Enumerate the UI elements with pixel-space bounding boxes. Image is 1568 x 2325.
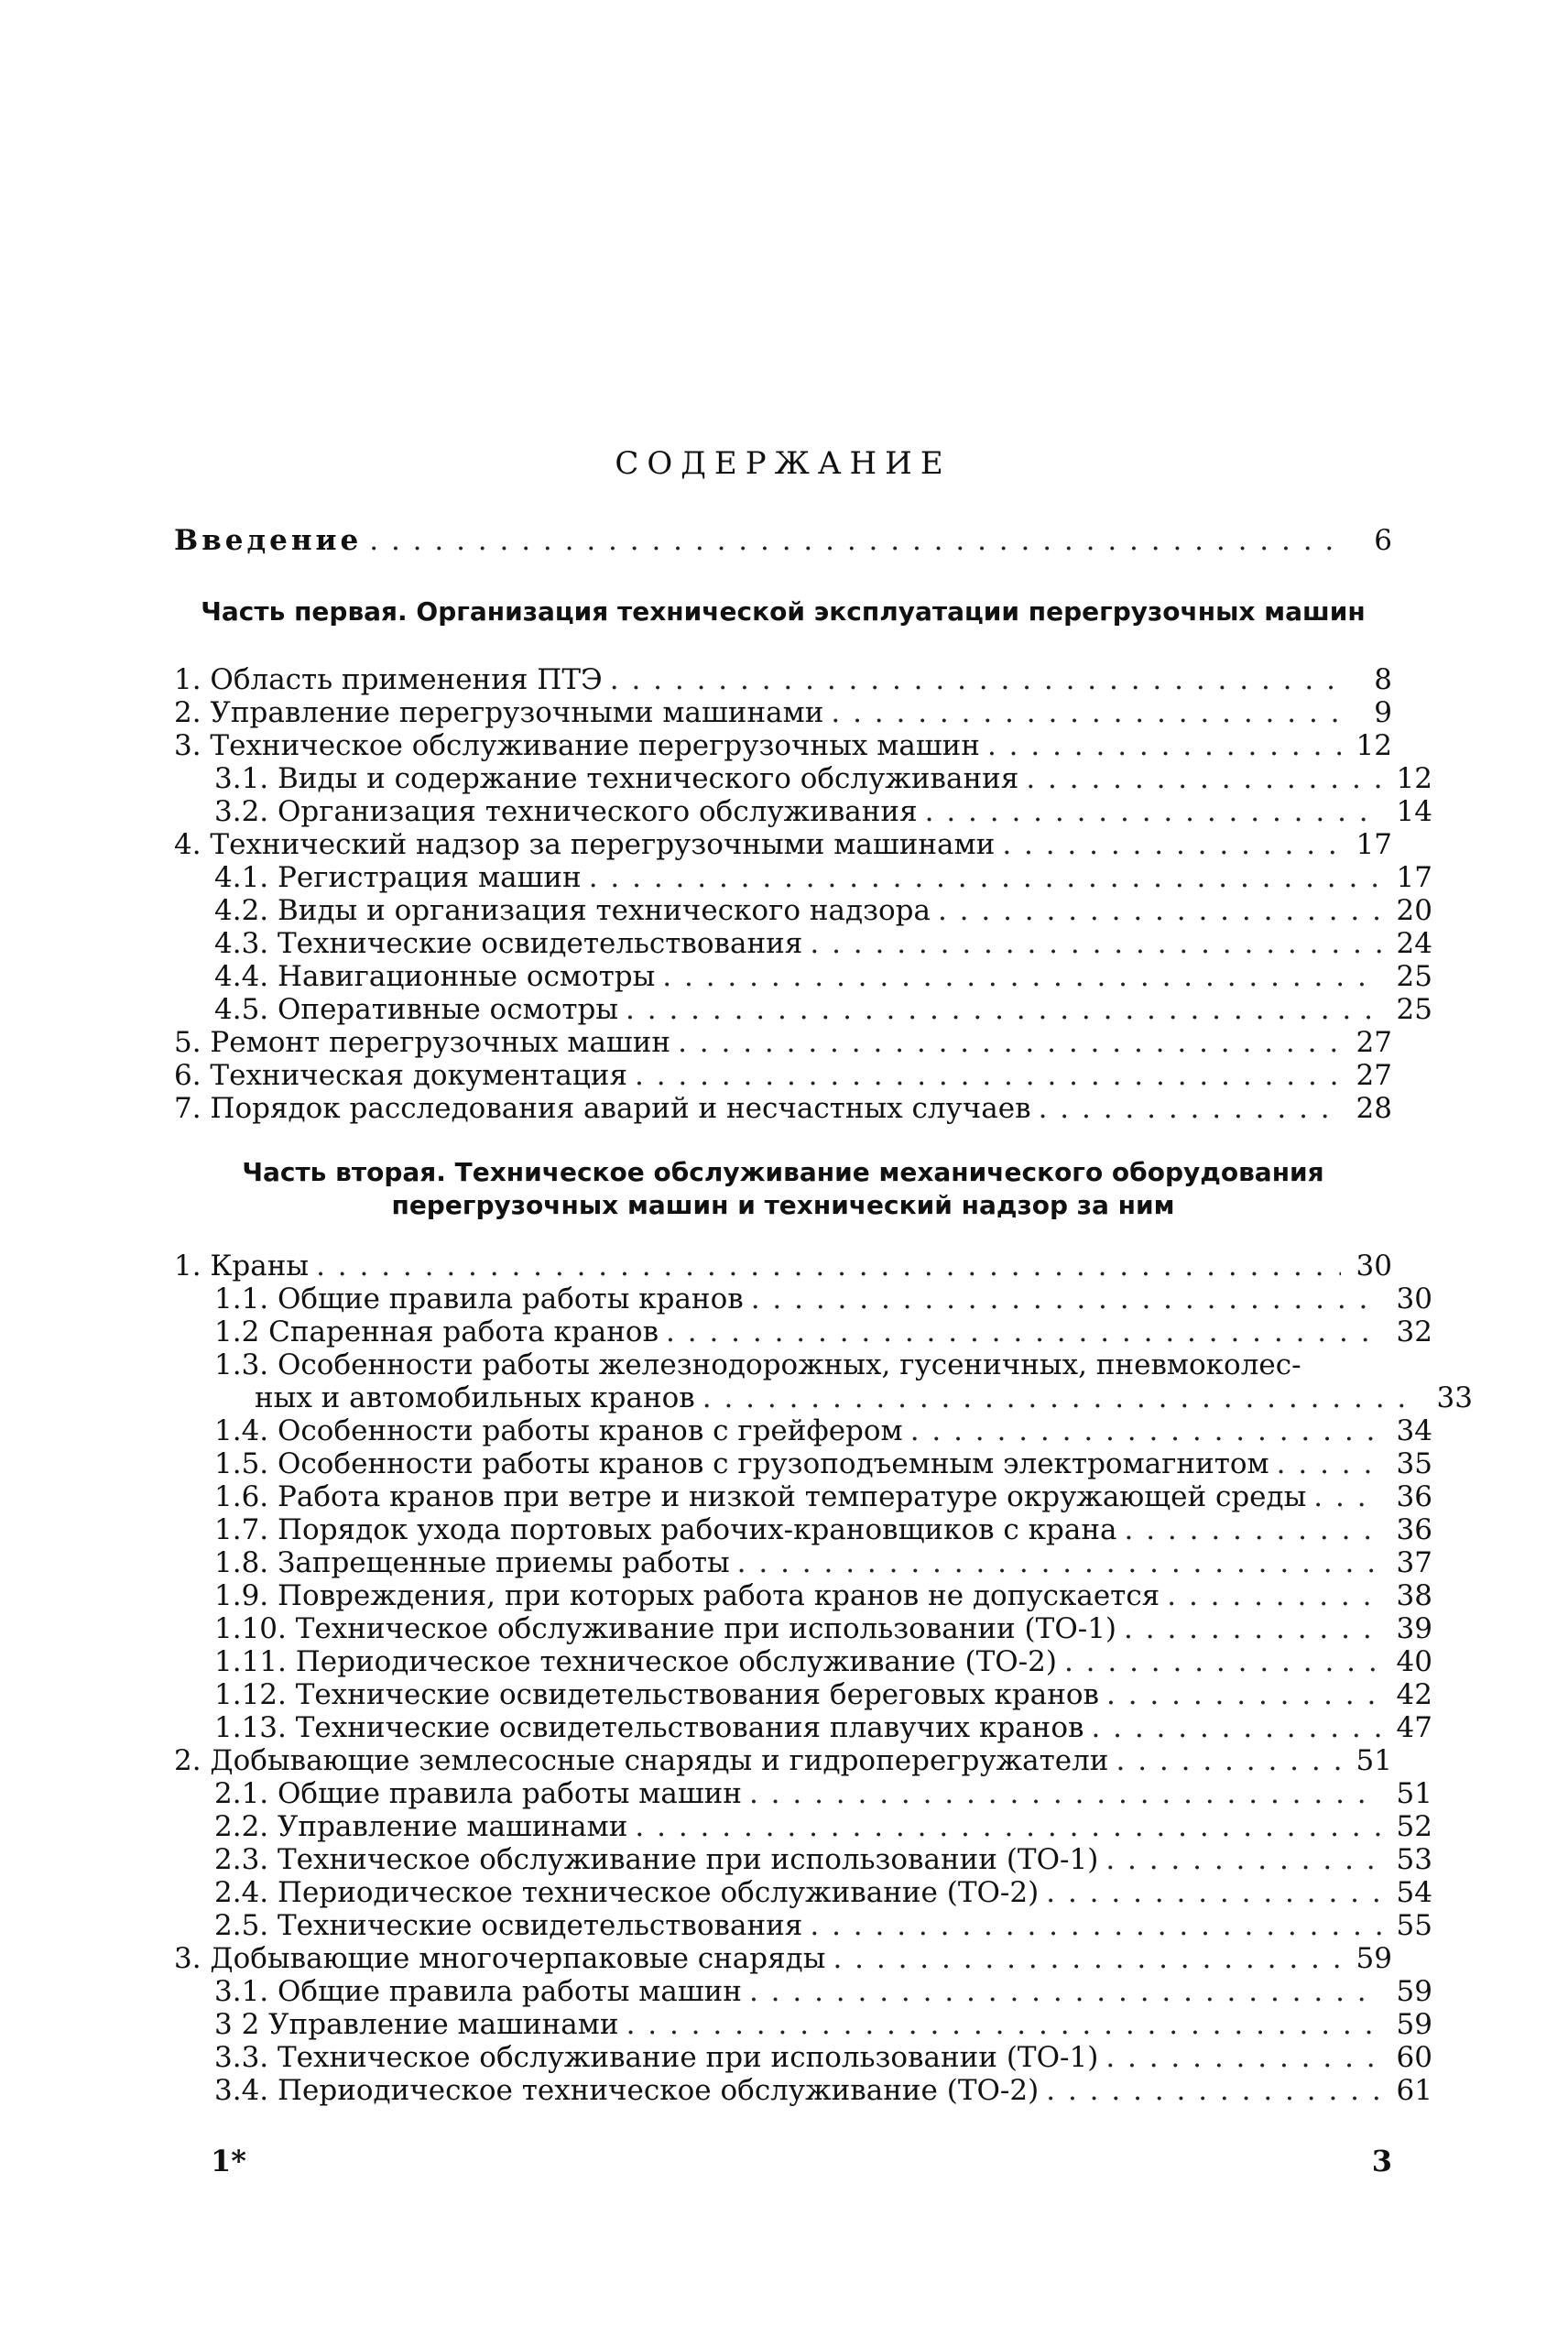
toc-entry-label: 4.5. Оперативные осмотры	[214, 993, 619, 1026]
toc-entry-label: 1.13. Технические освидетельствования плавучих кранов	[214, 1711, 1084, 1744]
toc-entry-page: 51	[1356, 1744, 1392, 1777]
toc-entry-label: 1.2 Спаренная работа кранов	[214, 1315, 659, 1348]
leader-dots	[1026, 762, 1381, 795]
toc-entry-page: 39	[1396, 1612, 1432, 1645]
toc-entry[interactable]	[174, 1579, 1432, 1612]
toc-entry[interactable]	[174, 993, 1432, 1026]
leader-dots	[666, 1315, 1381, 1348]
leader-dots	[749, 1777, 1381, 1810]
toc-entry[interactable]	[174, 1810, 1432, 1843]
toc-entry-label: 2.3. Техническое обслуживание при использовании (ТО-1)	[214, 1843, 1099, 1876]
toc-entry[interactable]	[174, 960, 1432, 993]
toc-entry-page: 33	[1436, 1381, 1473, 1414]
toc-entry[interactable]	[174, 2008, 1432, 2041]
toc-entry-label: 1.6. Работа кранов при ветре и низкой температуре окружающей среды	[214, 1480, 1307, 1513]
leader-dots	[635, 1059, 1341, 1092]
toc-entry-page: 37	[1396, 1546, 1432, 1579]
toc-entry[interactable]	[174, 1026, 1392, 1059]
leader-dots	[1124, 1513, 1381, 1546]
toc-entry-label: 4.3. Технические освидетельствования	[214, 927, 803, 960]
toc-entry-label: 3.2. Организация технического обслуживания	[214, 795, 918, 828]
toc-entry-page: 9	[1374, 696, 1392, 729]
toc-entry-page: 59	[1396, 2008, 1432, 2041]
leader-dots	[910, 1414, 1381, 1447]
toc-entry[interactable]	[174, 1513, 1432, 1546]
toc-entry[interactable]	[174, 894, 1432, 927]
leader-dots	[737, 1546, 1381, 1579]
toc-entry-label: 3.1. Виды и содержание технического обслуживания	[214, 762, 1019, 795]
toc-entry-label: 5. Ремонт перегрузочных машин	[174, 1026, 671, 1059]
toc-entry-page: 24	[1396, 927, 1432, 960]
toc-entry-label: 1.10. Техническое обслуживание при использовании (ТО-1)	[214, 1612, 1117, 1645]
toc-entry[interactable]	[174, 1414, 1432, 1447]
toc-entry[interactable]	[174, 1678, 1432, 1711]
leader-dots	[678, 1026, 1341, 1059]
toc-entry-page: 60	[1396, 2041, 1432, 2074]
toc-entry[interactable]	[174, 1315, 1432, 1348]
toc-entry-page: 27	[1356, 1059, 1392, 1092]
toc-entry-label: 2.2. Управление машинами	[214, 1810, 628, 1843]
toc-entry-label: 2.1. Общие правила работы машин	[214, 1777, 742, 1810]
toc-entry[interactable]	[174, 696, 1392, 729]
toc-entry-page: 28	[1356, 1092, 1392, 1125]
toc-entry-page: 54	[1396, 1876, 1432, 1909]
toc-entry-label: 1.9. Повреждения, при которых работа кранов не допускается	[214, 1579, 1160, 1612]
leader-dots	[662, 960, 1381, 993]
part-two-heading-line1: Часть вторая. Техническое обслуживание механического оборудования	[242, 1157, 1324, 1187]
toc-entry[interactable]	[174, 2041, 1432, 2074]
toc-entry-page: 36	[1396, 1480, 1432, 1513]
leader-dots	[987, 729, 1341, 762]
toc-entry-label: 2. Управление перегрузочными машинами	[174, 696, 824, 729]
toc-entry-page: 27	[1356, 1026, 1392, 1059]
toc-entry-label: 2. Добывающие землесосные снаряды и гидроперегружатели	[174, 1744, 1109, 1777]
toc-entry-page: 59	[1356, 1942, 1392, 1975]
signature-mark: 1*	[211, 2144, 246, 2178]
toc-entry-label: 3. Добывающие многочерпаковые снаряды	[174, 1942, 826, 1975]
toc-entry-label: 3.3. Техническое обслуживание при использовании (ТО-1)	[214, 2041, 1099, 2074]
toc-entry[interactable]	[174, 729, 1392, 762]
leader-dots	[831, 696, 1341, 729]
leader-dots	[925, 795, 1381, 828]
leader-dots	[1277, 1447, 1381, 1480]
leader-dots	[1106, 1678, 1381, 1711]
toc-entry-page: 42	[1396, 1678, 1432, 1711]
toc-entry-page: 38	[1396, 1579, 1432, 1612]
toc-entry-page: 12	[1356, 729, 1392, 762]
toc-entry-label: ных и автомобильных кранов	[255, 1381, 695, 1414]
toc-entry-label: 1.3. Особенности работы железнодорожных, гусеничных, пневмоколес-	[214, 1348, 1301, 1381]
leader-dots	[589, 861, 1381, 894]
leader-dots	[626, 993, 1381, 1026]
toc-entry-page: 59	[1396, 1975, 1432, 2008]
toc-entry[interactable]	[174, 1059, 1392, 1092]
toc-entry-label: 1. Краны	[174, 1250, 310, 1283]
toc-entry-label: 1.8. Запрещенные приемы работы	[214, 1546, 730, 1579]
toc-entry-label: 1.11. Периодическое техническое обслуживание (ТО-2)	[214, 1645, 1057, 1678]
toc-entry-page: 20	[1396, 894, 1432, 927]
toc-entry-page: 34	[1396, 1414, 1432, 1447]
toc-entry-label: 1.4. Особенности работы кранов с грейфером	[214, 1414, 903, 1447]
toc-entry-page: 52	[1396, 1810, 1432, 1843]
toc-entry-label: Введение	[174, 524, 363, 557]
toc-entry[interactable]	[174, 1975, 1432, 2008]
toc-entry-label: 4.2. Виды и организация технического надзора	[214, 894, 931, 927]
toc-entry-page: 32	[1396, 1315, 1432, 1348]
toc-entry-label: 3.4. Периодическое техническое обслуживание (ТО-2)	[214, 2074, 1040, 2107]
toc-entry-label: 4.4. Навигационные осмотры	[214, 960, 656, 993]
leader-dots	[938, 894, 1381, 927]
toc-entry-page: 36	[1396, 1513, 1432, 1546]
leader-dots	[702, 1381, 1421, 1414]
leader-dots	[749, 1975, 1381, 2008]
toc-entry-page: 14	[1396, 795, 1432, 828]
toc-entry[interactable]	[174, 1645, 1432, 1678]
toc-entry-page: 61	[1396, 2074, 1432, 2107]
toc-entry[interactable]	[174, 1612, 1432, 1645]
toc-entry-page: 25	[1396, 993, 1432, 1026]
toc-entry[interactable]	[174, 1777, 1432, 1810]
leader-dots	[1046, 2074, 1381, 2107]
toc-entry-page: 17	[1396, 861, 1432, 894]
leader-dots	[1105, 2041, 1381, 2074]
toc-entry[interactable]	[174, 1876, 1432, 1909]
toc-entry[interactable]	[174, 828, 1392, 861]
toc-entry[interactable]	[174, 1942, 1392, 1975]
toc-entry[interactable]	[174, 1480, 1432, 1513]
leader-dots	[1064, 1645, 1381, 1678]
toc-entry-label: 1.12. Технические освидетельствования береговых кранов	[214, 1678, 1099, 1711]
toc-entry-label: 2.5. Технические освидетельствования	[214, 1909, 803, 1942]
toc-entry[interactable]	[174, 861, 1432, 894]
toc-entry-label: 3 2 Управление машинами	[214, 2008, 619, 2041]
leader-dots	[1124, 1612, 1381, 1645]
toc-entry-page: 6	[1374, 524, 1392, 557]
toc-entry[interactable]	[174, 1843, 1432, 1876]
toc-entry-page: 51	[1396, 1777, 1432, 1810]
toc-entry-label: 7. Порядок расследования аварий и несчастных случаев	[174, 1092, 1031, 1125]
toc-entry-page: 47	[1396, 1711, 1432, 1744]
leader-dots	[1313, 1480, 1381, 1513]
toc-entry-page: 12	[1396, 762, 1432, 795]
leader-dots	[635, 1810, 1381, 1843]
leader-dots	[610, 663, 1341, 696]
leader-dots	[1046, 1876, 1381, 1909]
toc-entry-page: 53	[1396, 1843, 1432, 1876]
leader-dots	[1167, 1579, 1381, 1612]
toc-entry-label: 4.1. Регистрация машин	[214, 861, 582, 894]
leader-dots	[751, 1283, 1381, 1315]
toc-entry[interactable]	[174, 1381, 1473, 1414]
toc-entry-page: 30	[1356, 1250, 1392, 1283]
leader-dots	[1116, 1744, 1341, 1777]
toc-entry-page: 30	[1396, 1283, 1432, 1315]
page-number: 3	[1371, 2144, 1392, 2178]
toc-entry[interactable]	[174, 1546, 1432, 1579]
toc-entry-label: 6. Техническая документация	[174, 1059, 628, 1092]
leader-dots	[316, 1250, 1341, 1283]
toc-entry-label: 2.4. Периодическое техническое обслуживание (ТО-2)	[214, 1876, 1040, 1909]
toc-entry[interactable]	[174, 1092, 1392, 1125]
toc-entry-wrapped-start[interactable]	[174, 1348, 1432, 1381]
toc-entry-label: 1. Область применения ПТЭ	[174, 663, 603, 696]
toc-entry[interactable]	[174, 663, 1392, 696]
toc-entry-page: 55	[1396, 1909, 1432, 1942]
toc-entry[interactable]	[174, 1744, 1392, 1777]
toc-entry[interactable]	[174, 1711, 1432, 1744]
toc-entry[interactable]	[174, 1909, 1432, 1942]
toc-entry[interactable]	[174, 2074, 1432, 2107]
leader-dots	[1002, 828, 1341, 861]
toc-entry-label: 1.7. Порядок ухода портовых рабочих-крановщиков с крана	[214, 1513, 1117, 1546]
toc-entry-label: 3. Техническое обслуживание перегрузочных машин	[174, 729, 980, 762]
toc-entry-label: 1.1. Общие правила работы кранов	[214, 1283, 744, 1315]
toc-entry[interactable]	[174, 795, 1432, 828]
toc-entry[interactable]	[174, 1447, 1432, 1480]
toc-entry-page: 35	[1396, 1447, 1432, 1480]
leader-dots	[626, 2008, 1381, 2041]
leader-dots	[369, 524, 1341, 557]
toc-entry-page: 17	[1356, 828, 1392, 861]
toc-entry-introduction[interactable]	[174, 524, 1392, 557]
toc-entry-page: 25	[1396, 960, 1432, 993]
leader-dots	[810, 1909, 1381, 1942]
toc-entry-label: 1.5. Особенности работы кранов с грузоподъемным электромагнитом	[214, 1447, 1269, 1480]
leader-dots	[1105, 1843, 1381, 1876]
toc-entry-page: 40	[1396, 1645, 1432, 1678]
part-one-heading: Часть первая. Организация технической эксплуатации перегрузочных машин	[201, 596, 1366, 627]
toc-entry[interactable]	[174, 927, 1432, 960]
page-title: СОДЕРЖАНИЕ	[615, 445, 952, 482]
leader-dots	[810, 927, 1381, 960]
leader-dots	[1091, 1711, 1381, 1744]
part-two-heading-line2: перегрузочных машин и технический надзор за ним	[391, 1190, 1175, 1220]
leader-dots	[1039, 1092, 1341, 1125]
toc-entry[interactable]	[174, 1283, 1432, 1315]
toc-entry[interactable]	[174, 1250, 1392, 1283]
leader-dots	[833, 1942, 1341, 1975]
toc-entry-label: 4. Технический надзор за перегрузочными машинами	[174, 828, 996, 861]
toc-page	[174, 0, 1473, 2325]
toc-entry[interactable]	[174, 762, 1432, 795]
toc-entry-label: 3.1. Общие правила работы машин	[214, 1975, 742, 2008]
toc-entry-page: 8	[1374, 663, 1392, 696]
